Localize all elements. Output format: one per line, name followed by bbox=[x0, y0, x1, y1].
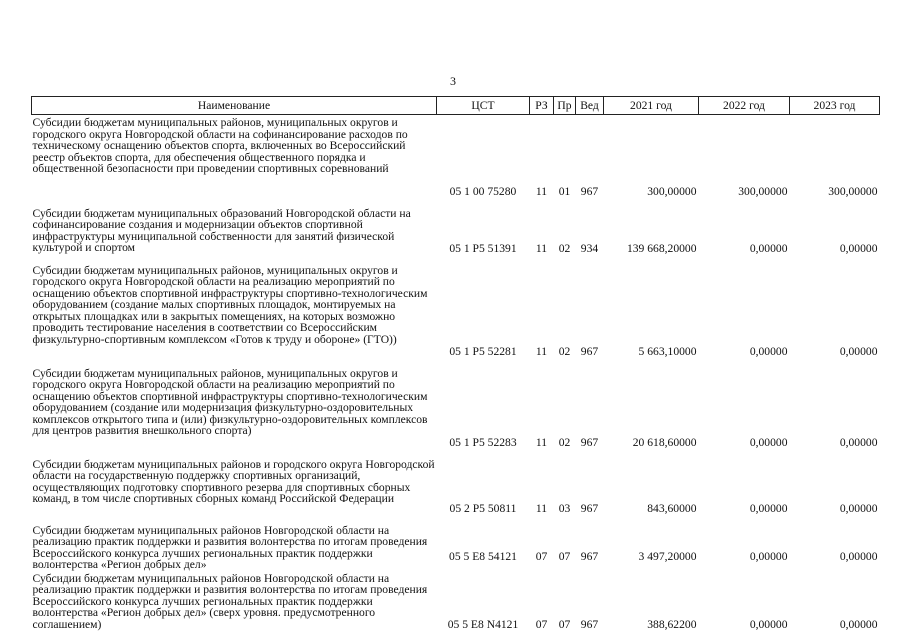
table-row bbox=[32, 366, 880, 457]
row-pr: 07 bbox=[558, 550, 571, 563]
header-rz: РЗ bbox=[530, 97, 554, 115]
row-2022: 0,00000 bbox=[749, 550, 788, 563]
row-ved: 967 bbox=[580, 185, 599, 198]
table-row bbox=[32, 523, 880, 571]
table-row bbox=[32, 115, 880, 206]
row-name: Субсидии бюджетам муниципальных районов и городского округа Новгородской области на государственную поддержку спортивных организаций, осуществляющих подготовку спортивного резерва для спортивных сборных команд, в том числе спортивных сборных команд Российской Федерации bbox=[32, 457, 435, 505]
row-pr: 02 bbox=[558, 436, 571, 449]
row-ved: 967 bbox=[580, 345, 599, 358]
row-pr: 01 bbox=[558, 185, 571, 198]
row-2022: 0,00000 bbox=[749, 618, 788, 631]
table-header-row bbox=[32, 97, 880, 115]
row-cst: 05 5 E8 54121 bbox=[449, 550, 517, 563]
row-rz: 11 bbox=[535, 502, 548, 515]
row-name: Субсидии бюджетам муниципальных образований Новгородской области на софинансирование создания и модернизации объектов спортивной инфраструктуры муниципальной собственности для занятий физической культурой и спортом bbox=[32, 206, 411, 254]
row-2022: 0,00000 bbox=[749, 242, 788, 255]
row-ved: 967 bbox=[580, 618, 599, 631]
row-2023: 0,00000 bbox=[839, 550, 878, 563]
header-ved: Вед bbox=[576, 97, 604, 115]
row-pr: 03 bbox=[558, 502, 571, 515]
row-rz: 11 bbox=[535, 185, 548, 198]
row-ved: 967 bbox=[580, 436, 599, 449]
row-ved: 967 bbox=[580, 502, 599, 515]
row-pr: 02 bbox=[558, 345, 571, 358]
row-2021: 139 668,20000 bbox=[626, 242, 697, 255]
row-2022: 0,00000 bbox=[749, 345, 788, 358]
table-row bbox=[32, 571, 880, 639]
row-2021: 20 618,60000 bbox=[632, 436, 697, 449]
header-2021: 2021 год bbox=[604, 97, 699, 115]
row-2023: 0,00000 bbox=[839, 502, 878, 515]
row-pr: 07 bbox=[558, 618, 571, 631]
row-name: Субсидии бюджетам муниципальных районов Новгородской области на реализацию практик поддержки и развития волонтерства по итогам проведения Всероссийского конкурса лучших региональных практик поддержки волонтерства «Регион добрых дел» (сверх уровня. предусмотренного соглашением) bbox=[32, 571, 428, 631]
header-2022: 2022 год bbox=[699, 97, 790, 115]
row-cst: 05 1 P5 51391 bbox=[449, 242, 517, 255]
row-name: Субсидии бюджетам муниципальных районов, муниципальных округов и городского округа Новгородской области на реализацию мероприятий по оснащению объектов спортивной инфраструктуры спортивно-технологическим оборудованием (создание малых спортивных площадок, монтируемых на открытых площадках или в закрытых помещениях, на которых возможно проводить тестирование населения в соответствии со Всероссийским физкультурно-спортивным комплексом «Готов к труду и обороне» (ГТО)) bbox=[32, 263, 428, 346]
row-name: Субсидии бюджетам муниципальных районов, муниципальных округов и городского округа Новгородской области на софинансирование расходов по техническому оснащению объектов спорта, включенных во Всероссийский реестр объектов спорта, для обеспечения общественного порядка и общественной безопасности при проведении спортивных соревнований bbox=[32, 116, 408, 175]
row-2021: 5 663,10000 bbox=[638, 345, 697, 358]
table-row bbox=[32, 263, 880, 366]
page-number: 3 bbox=[450, 74, 456, 88]
header-name: Наименование bbox=[32, 97, 437, 115]
table-row bbox=[32, 206, 880, 263]
table-row bbox=[32, 457, 880, 523]
row-name: Субсидии бюджетам муниципальных районов Новгородской области на реализацию практик поддержки и развития волонтерства по итогам проведения Всероссийского конкурса лучших региональных практик поддержки волонтерства «Регион добрых дел» bbox=[32, 523, 428, 571]
row-2021: 388,62200 bbox=[647, 618, 697, 631]
header-cst: ЦСТ bbox=[437, 97, 530, 115]
row-2023: 0,00000 bbox=[839, 345, 878, 358]
row-2023: 0,00000 bbox=[839, 242, 878, 255]
row-2023: 300,00000 bbox=[828, 185, 878, 198]
row-name: Субсидии бюджетам муниципальных районов, муниципальных округов и городского округа Новгородской области на реализацию мероприятий по оснащению объектов спортивной инфраструктуры спортивно-технологическим оборудованием (создание или модернизация физкультурно-оздоровительных комплексов открытого типа и (или) физкультурно-оздоровительных комплексов для центров развития внешкольного спорта) bbox=[32, 366, 428, 437]
row-rz: 11 bbox=[535, 345, 548, 358]
row-2022: 0,00000 bbox=[749, 436, 788, 449]
row-rz: 07 bbox=[535, 618, 548, 631]
row-2023: 0,00000 bbox=[839, 436, 878, 449]
row-cst: 05 1 P5 52283 bbox=[449, 436, 517, 449]
row-2023: 0,00000 bbox=[839, 618, 878, 631]
budget-table bbox=[31, 96, 880, 639]
row-rz: 07 bbox=[535, 550, 548, 563]
row-pr: 02 bbox=[558, 242, 571, 255]
row-rz: 11 bbox=[535, 436, 548, 449]
row-2021: 843,60000 bbox=[647, 502, 697, 515]
row-cst: 05 1 P5 52281 bbox=[449, 345, 517, 358]
row-cst: 05 1 00 75280 bbox=[449, 185, 517, 198]
row-cst: 05 2 P5 50811 bbox=[449, 502, 517, 515]
row-cst: 05 5 E8 N4121 bbox=[447, 618, 519, 631]
row-2021: 300,00000 bbox=[647, 185, 697, 198]
row-2022: 300,00000 bbox=[738, 185, 788, 198]
row-2022: 0,00000 bbox=[749, 502, 788, 515]
row-ved: 934 bbox=[580, 242, 599, 255]
row-ved: 967 bbox=[580, 550, 599, 563]
row-rz: 11 bbox=[535, 242, 548, 255]
header-2023: 2023 год bbox=[790, 97, 880, 115]
header-pr: Пр bbox=[554, 97, 576, 115]
row-2021: 3 497,20000 bbox=[638, 550, 697, 563]
